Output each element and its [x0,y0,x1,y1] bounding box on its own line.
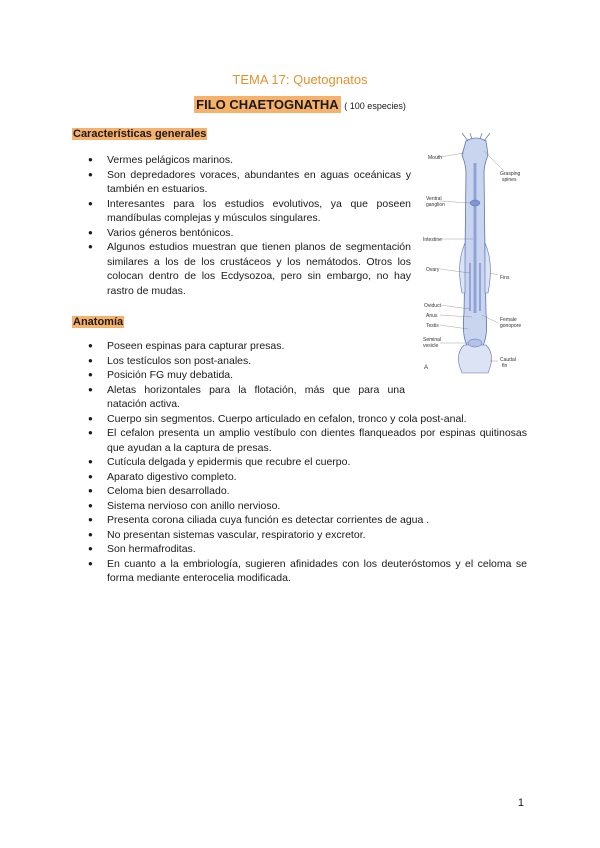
lateral-fin-right [485,243,490,293]
list-item: ● Cutícula delgada y epidermis que recubre el cuerpo. [72,455,527,470]
list-item: ● Presenta corona ciliada cuya función es detectar corrientes de agua . [72,513,527,528]
section-caracteristicas-heading: Características generales [73,128,207,140]
list-item: ● Aparato digestivo completo. [72,470,527,485]
label-seminal-vesicle-2: vesicle [423,343,439,349]
species-count: ( 100 especies) [344,101,406,111]
label-caudal-fin: Caudal [500,357,516,363]
label-oviduct: Oviduct [424,303,441,309]
label-mouth: Mouth [428,155,442,161]
label-testis: Testis [426,323,439,329]
list-item: ● Son hermafroditas. [72,542,527,557]
label-female-gonopore: Female [500,317,517,323]
caracteristicas-list [72,153,411,298]
chaetognath-diagram [418,133,536,381]
label-caudal-fin-2: fin [502,363,508,369]
label-grasping-spines-2: spines [502,177,517,183]
list-item: ● Interesantes para los estudios evolutivos, ya que poseen mandíbulas complejas y músculos singulares. [72,197,411,226]
list-item: ● Varios géneros bentónicos. [72,226,411,241]
page-title: TEMA 17: Quetognatos [232,72,368,87]
list-item: ● En cuanto a la embriología, sugieren afinidades con los deuteróstomos y el celoma se forma mediante enterocelia modificada. [72,557,527,586]
phylum-name: FILO CHAETOGNATHA [196,97,339,112]
label-fins: Fins [500,275,510,281]
label-seminal-vesicle: Seminal [423,337,442,343]
list-item: ● Poseen espinas para capturar presas. [72,339,405,354]
caudal-fin [458,345,491,373]
list-item: ● El cefalon presenta un amplio vestíbulo con dientes flanqueados por espinas quitinosas que ayudan a la captura de presas. [72,426,527,455]
list-item: ● Son depredadores voraces, abundantes en aguas oceánicas y también en estuarios. [72,168,411,197]
chaetognath-anatomy-figure [418,133,536,381]
list-item: ● Los testículos son post-anales. [72,354,405,369]
list-item: ● Algunos estudios muestran que tienen planos de segmentación similares a los de los crustáceos y los nemátodos. Otros los colocan dentro de los Ecdysozoa, pero sin embargo, no hay rastro de mudas. [72,240,411,298]
seminal-vesicle [468,339,482,347]
phylum-heading [0,97,600,112]
label-ventral-ganglion: Ventral [426,196,442,202]
label-ventral-ganglion-2: ganglion [426,202,445,208]
label-female-gonopore-2: gonopore [500,323,522,329]
label-panel-a: A [424,365,429,371]
list-item: ● Aletas horizontales para la flotación, más que para una natación activa. [72,383,405,412]
list-item: ● Vermes pelágicos marinos. [72,153,411,168]
label-intestine: Intestine [423,237,442,243]
list-item: ● Posición FG muy debatida. [72,368,405,383]
list-item: ● Celoma bien desarrollado. [72,484,527,499]
list-item: ● Sistema nervioso con anillo nervioso. [72,499,527,514]
section-anatomia-heading: Anatomía [73,316,124,328]
ventral-ganglion [470,200,480,206]
label-anus: Anus [426,313,438,319]
list-item: ● No presentan sistemas vascular, respiratorio y excretor. [72,528,527,543]
label-ovary: Ovary [426,267,440,273]
lateral-fin-left [460,243,465,293]
list-item: ● Cuerpo sin segmentos. Cuerpo articulado en cefalon, tronco y cola post-anal. [72,412,527,427]
label-grasping-spines: Grasping [500,171,521,177]
page-number: 1 [517,797,524,809]
